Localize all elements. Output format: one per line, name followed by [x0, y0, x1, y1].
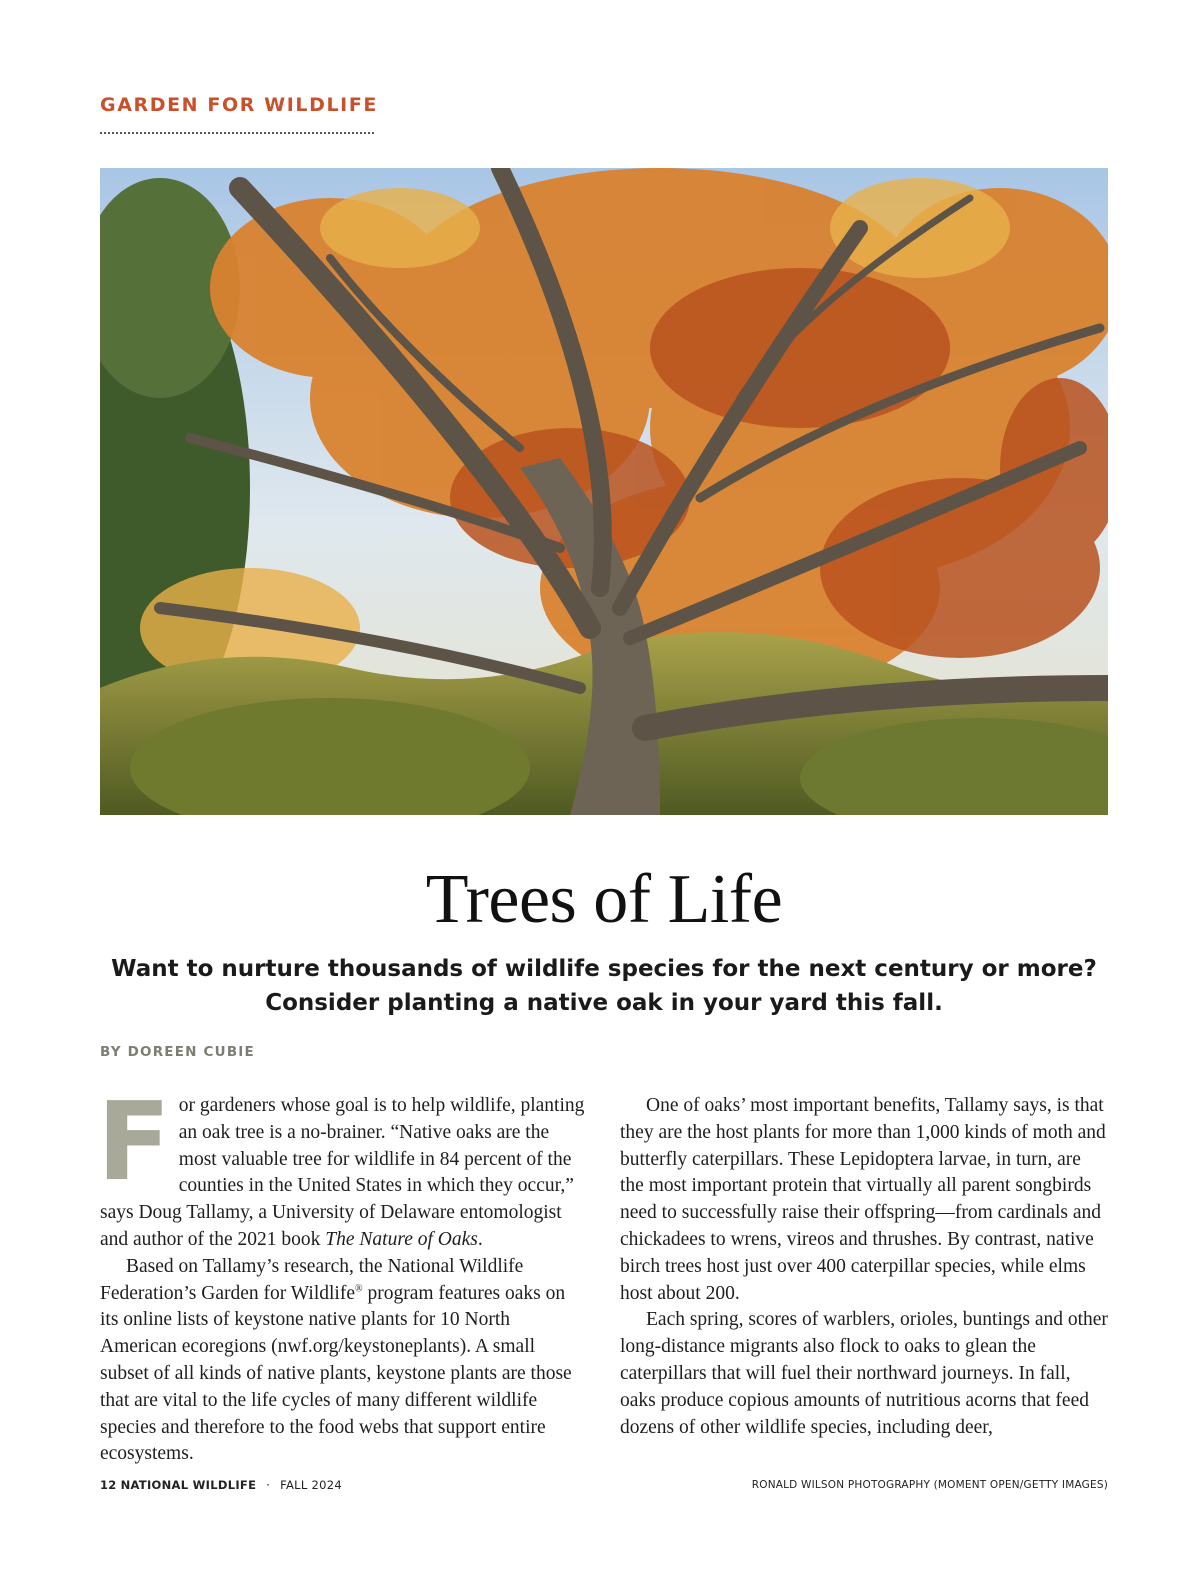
- deck-line-2: Consider planting a native oak in your yard this fall.: [265, 990, 943, 1016]
- magazine-name: NATIONAL WILDLIFE: [120, 1478, 257, 1492]
- section-label: GARDEN FOR WILDLIFE: [100, 94, 379, 116]
- folio-separator: ·: [266, 1478, 271, 1492]
- page-number: 12: [100, 1478, 117, 1492]
- issue-date: FALL 2024: [280, 1478, 343, 1492]
- paragraph-2-end: program features oaks on its online lists of keystone native plants for 10 North American ecoregions (nwf.org/keystoneplants). A small subset of all kinds of native plants, keystone plants are those that are vital to the life cycles of many different wildlife species and therefore to the food webs that support entire ecosystems.: [100, 1282, 572, 1465]
- paragraph-3: One of oaks’ most important benefits, Tallamy says, is that they are the host plants for more than 1,000 kinds of moth and butterfly caterpillars. These Lepidoptera larvae, in turn, are the most important protein that virtually all parent songbirds need to successfully raise their offspring—from cardinals and chickadees to wrens, vireos and thrushes. By contrast, native birch trees host just over 400 caterpillar species, while elms host about 200.: [620, 1095, 1106, 1304]
- paragraph-4: Each spring, scores of warblers, orioles, buntings and other long-distance migrants also flock to oaks to glean the caterpillars that will fuel their northward journeys. In fall, oaks produce copious amounts of nutritious acorns that feed dozens of other wildlife species, including deer,: [620, 1309, 1108, 1438]
- paragraph-1: [97, 1080, 588, 1254]
- registered-mark: ®: [355, 1283, 363, 1295]
- drop-cap: F: [97, 1080, 171, 1205]
- paragraph-2: [100, 1254, 588, 1468]
- photo-credit: RONALD WILSON PHOTOGRAPHY (MOMENT OPEN/GETTY IMAGES): [751, 1479, 1108, 1491]
- oak-tree-illustration: [100, 168, 1108, 815]
- article-column-left: [97, 1080, 588, 1468]
- article-column-right: [620, 1093, 1108, 1441]
- byline: BY DOREEN CUBIE: [100, 1044, 255, 1060]
- article-deck: [100, 952, 1108, 1020]
- article-title: Trees of Life: [425, 861, 783, 938]
- deck-line-1: Want to nurture thousands of wildlife species for the next century or more?: [111, 956, 1097, 982]
- paragraph-1-end: .: [477, 1228, 483, 1250]
- paragraph-1-text: or gardeners whose goal is to help wildlife, planting an oak tree is a no-brainer. “Native oaks are the most valuable tree for wildlife in 84 percent of the counties in the United States in which they occur,” says Doug Tallamy, a University of Delaware entomologist and author of the 2021 book: [100, 1095, 585, 1250]
- book-title: The Nature of Oaks: [325, 1228, 478, 1250]
- section-dotted-rule: [100, 132, 374, 134]
- page-footer-folio: [100, 1478, 342, 1492]
- paragraph-2-text: Based on Tallamy’s research, the National Wildlife Federation’s Garden for Wildlife: [100, 1255, 524, 1304]
- oak-tree-photo: [100, 168, 1108, 815]
